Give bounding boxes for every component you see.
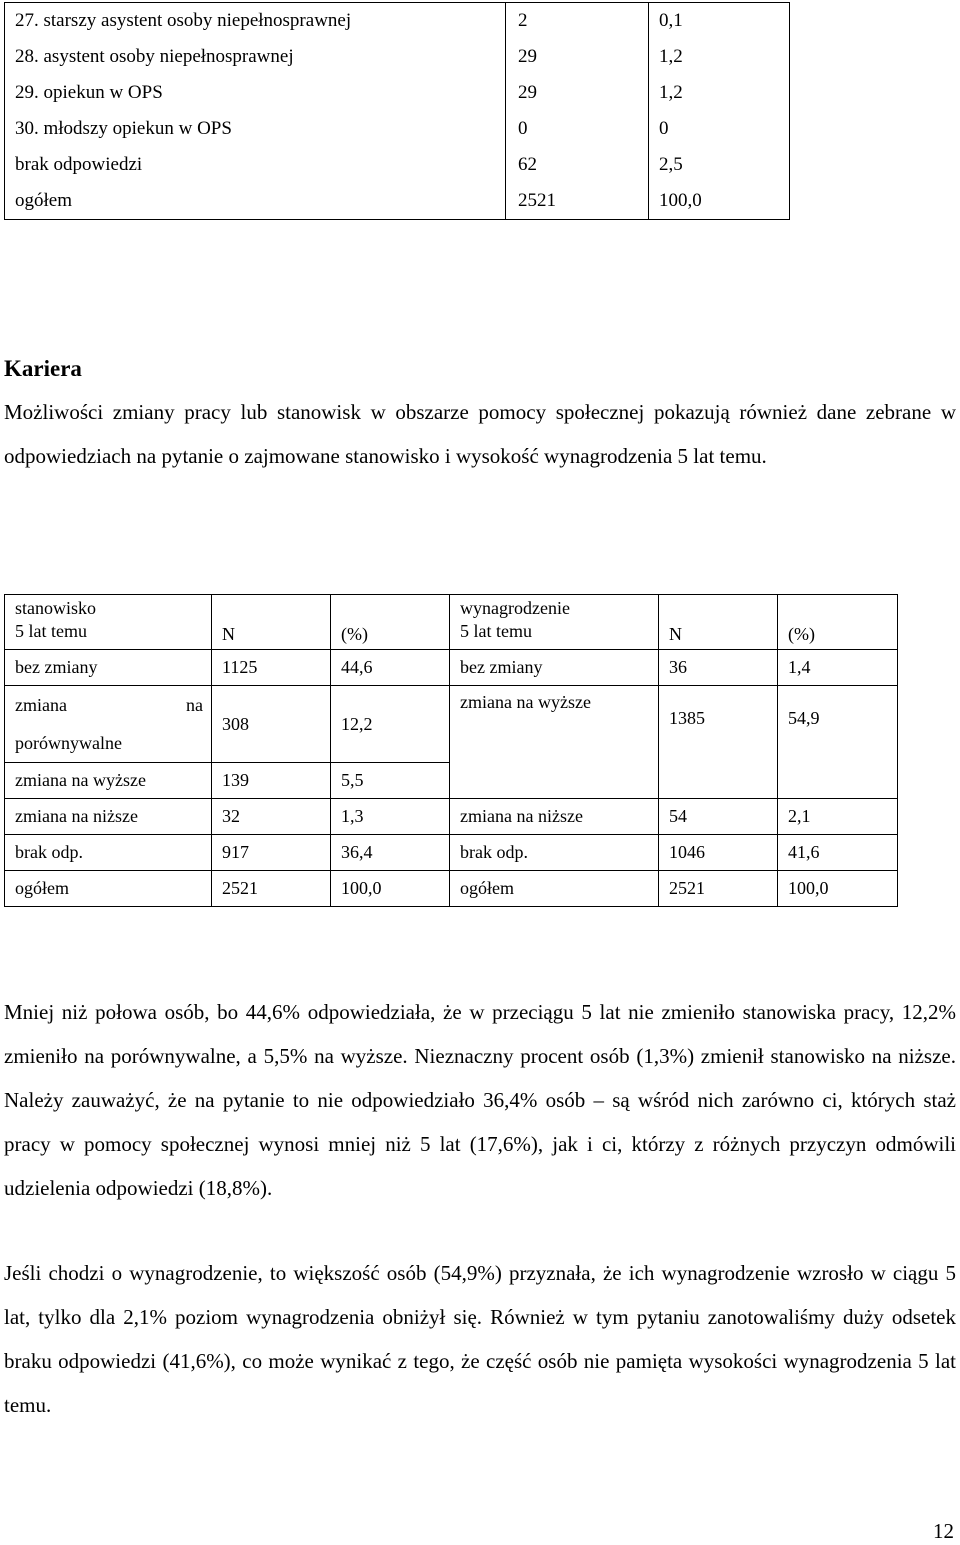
table-row	[5, 799, 898, 835]
cell-salary: bez zmiany	[450, 650, 659, 686]
header-position	[5, 595, 212, 650]
row-label: ogółem	[5, 183, 506, 220]
row-count: 62	[506, 147, 649, 183]
cell-n: 2521	[212, 871, 331, 907]
cell-n2: 1046	[659, 835, 778, 871]
row-count: 29	[506, 75, 649, 111]
career-table	[4, 594, 898, 907]
row-percent: 2,5	[649, 147, 790, 183]
header-pct2-label: (%)	[788, 624, 815, 644]
cell-position-line1	[15, 686, 211, 724]
salary-paragraph: Jeśli chodzi o wynagrodzenie, to większość osób (54,9%) przyznała, że ich wynagrodzenie wzrosło w ciągu 5 lat, tylko dla 2,1% poziom wynagrodzenia obniżył się. Również w tym pytaniu zanotowaliśmy duży odsetek braku odpowiedzi (41,6%), co może wynikać z tego, że część osób nie pamięta wysokości wynagrodzenia 5 lat temu.	[4, 1261, 956, 1417]
row-label: 29. opiekun w OPS	[5, 75, 506, 111]
table-row	[5, 835, 898, 871]
table-row	[5, 39, 790, 75]
table-header-row	[5, 595, 898, 650]
table-row	[5, 111, 790, 147]
header-pct2	[778, 595, 898, 650]
cell-position-line2: porównywalne	[15, 733, 122, 753]
header-pct	[331, 595, 450, 650]
cell-n2: 36	[659, 650, 778, 686]
cell-salary: zmiana na niższe	[450, 799, 659, 835]
table-row	[5, 686, 898, 763]
row-label: 27. starszy asystent osoby niepełnosprawnej	[5, 3, 506, 40]
cell-n: 32	[212, 799, 331, 835]
table-row	[5, 183, 790, 220]
cell-salary: brak odp.	[450, 835, 659, 871]
table-row	[5, 650, 898, 686]
row-percent: 1,2	[649, 39, 790, 75]
cell-n2: 2521	[659, 871, 778, 907]
header-n	[212, 595, 331, 650]
header-position-title: stanowisko	[15, 598, 96, 618]
cell-n: 139	[212, 763, 331, 799]
cell-position: brak odp.	[5, 835, 212, 871]
cell-n: 917	[212, 835, 331, 871]
cell-salary: ogółem	[450, 871, 659, 907]
cell-position: ogółem	[5, 871, 212, 907]
page-number: 12	[933, 1519, 954, 1543]
cell-pct2: 1,4	[778, 650, 898, 686]
header-salary	[450, 595, 659, 650]
row-count: 2	[506, 3, 649, 40]
cell-position: bez zmiany	[5, 650, 212, 686]
table-row	[5, 75, 790, 111]
row-percent: 100,0	[649, 183, 790, 220]
cell-pct: 44,6	[331, 650, 450, 686]
cell-pct: 1,3	[331, 799, 450, 835]
position-table	[4, 2, 790, 220]
cell-position	[5, 686, 212, 763]
cell-salary: zmiana na wyższe	[450, 686, 659, 799]
cell-position-word: na	[186, 695, 203, 715]
cell-n2: 1385	[659, 686, 778, 799]
table-row	[5, 871, 898, 907]
header-n-label: N	[222, 624, 235, 644]
header-pct-label: (%)	[341, 624, 368, 644]
cell-n: 1125	[212, 650, 331, 686]
table-row	[5, 3, 790, 40]
row-count: 29	[506, 39, 649, 75]
row-label: 28. asystent osoby niepełnosprawnej	[5, 39, 506, 75]
cell-pct: 5,5	[331, 763, 450, 799]
header-salary-title: wynagrodzenie	[460, 598, 570, 618]
intro-paragraph: Możliwości zmiany pracy lub stanowisk w obszarze pomocy społecznej pokazują również dane zebrane w odpowiedziach na pytanie o zajmowane stanowisko i wysokość wynagrodzenia 5 lat temu.	[4, 400, 956, 468]
cell-pct: 12,2	[331, 686, 450, 763]
cell-pct: 36,4	[331, 835, 450, 871]
row-count: 2521	[506, 183, 649, 220]
header-position-subtitle: 5 lat temu	[15, 621, 87, 641]
cell-pct2: 54,9	[778, 686, 898, 799]
cell-position-word: zmiana	[15, 695, 67, 715]
cell-n2: 54	[659, 799, 778, 835]
row-label: brak odpowiedzi	[5, 147, 506, 183]
header-salary-subtitle: 5 lat temu	[460, 621, 532, 641]
header-n2	[659, 595, 778, 650]
row-percent: 0,1	[649, 3, 790, 40]
row-percent: 1,2	[649, 75, 790, 111]
cell-pct: 100,0	[331, 871, 450, 907]
row-percent: 0	[649, 111, 790, 147]
cell-pct2: 2,1	[778, 799, 898, 835]
row-count: 0	[506, 111, 649, 147]
analysis-paragraph: Mniej niż połowa osób, bo 44,6% odpowiedziała, że w przeciągu 5 lat nie zmieniło stanowiska pracy, 12,2% zmieniło na porównywalne, a 5,5% na wyższe. Nieznaczny procent osób (1,3%) zmienił stanowisko na niższe. Należy zauważyć, że na pytanie to nie odpowiedziało 36,4% osób – są wśród nich zarówno ci, których staż pracy w pomocy społecznej wynosi mniej niż 5 lat (17,6%), jak i ci, którzy z różnych przyczyn odmówili udzielenia odpowiedzi (18,8%).	[4, 1000, 956, 1200]
cell-position: zmiana na wyższe	[5, 763, 212, 799]
cell-n: 308	[212, 686, 331, 763]
header-n2-label: N	[669, 624, 682, 644]
cell-position: zmiana na niższe	[5, 799, 212, 835]
cell-pct2: 100,0	[778, 871, 898, 907]
cell-pct2: 41,6	[778, 835, 898, 871]
section-heading: Kariera	[4, 356, 82, 381]
table-row	[5, 147, 790, 183]
row-label: 30. młodszy opiekun w OPS	[5, 111, 506, 147]
